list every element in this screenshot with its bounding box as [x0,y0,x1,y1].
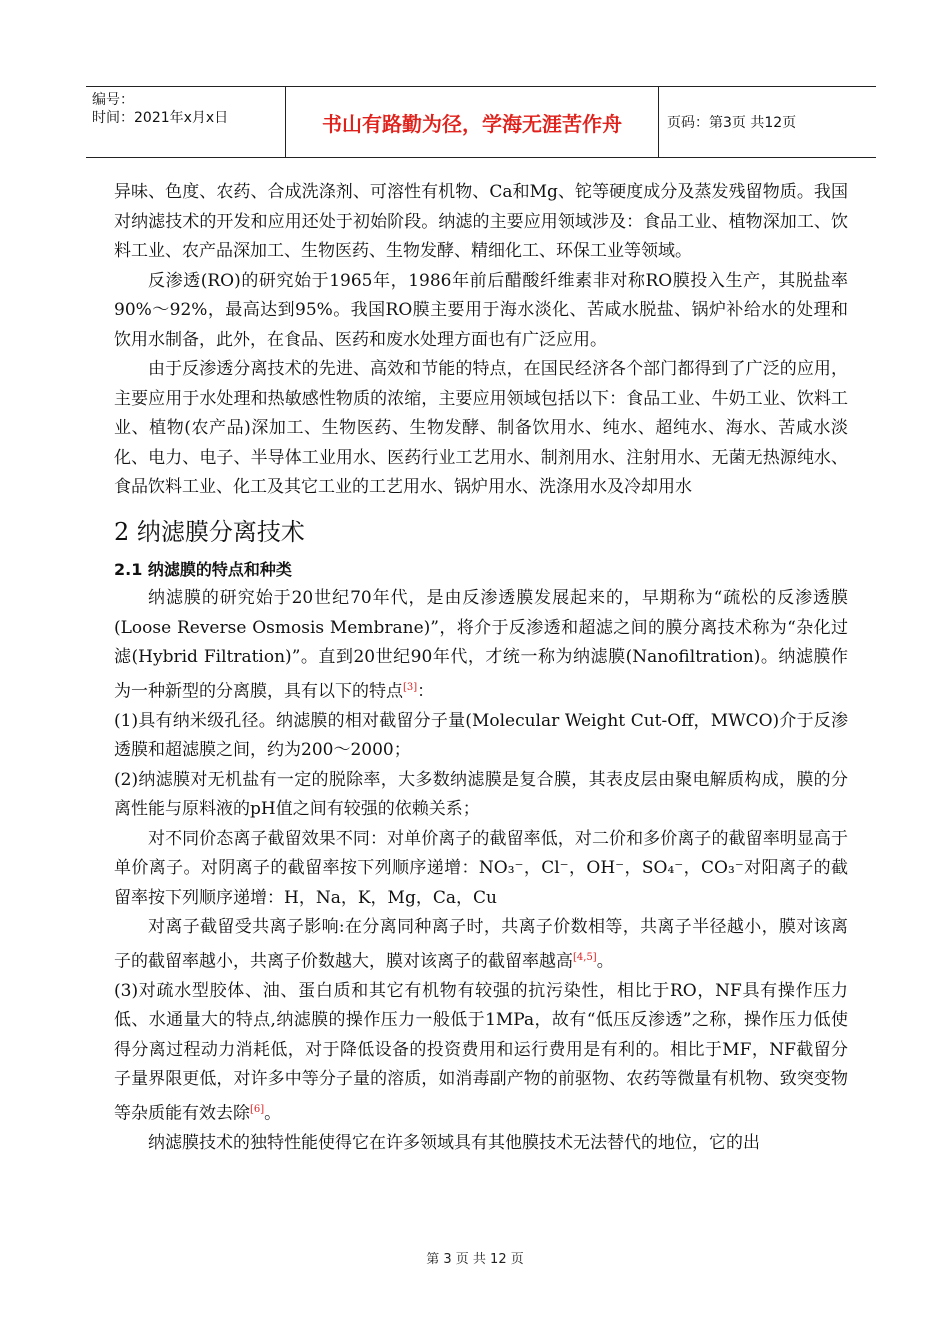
reference-mark[interactable]: [3] [403,681,418,693]
header-meta [86,87,286,157]
paragraph: 纳滤膜技术的独特性能使得它在许多领域具有其他膜技术无法替代的地位，它的出 [148,1132,760,1153]
paragraph-end: 。 [264,1103,282,1124]
paragraph [114,977,848,1129]
paragraph-text: (3)对疏水型胶体、油、蛋白质和其它有机物有较强的抗污染性，相比于RO，NF具有操作压力低、水通量大的特点,纳滤膜的操作压力一般低于1MPa，故有“低压反渗透”之称，操作压力低使得分离过程动力消耗低，对于降低设备的投资费用和运行费用是有利的。相比于MF，NF截留分子量界限更低，对许多中等分子量的溶质，如消毒副产物的前驱物、农药等微量有机物、致突变物等杂质能有效去除 [114,980,848,1124]
page-header [86,86,876,158]
subsection-title: 2.1 纳滤膜的特点和种类 [114,559,292,579]
reference-mark[interactable]: [6] [250,1103,265,1115]
reference-mark[interactable]: [4,5] [573,951,597,963]
paragraph [114,913,848,977]
paragraph: (1)具有纳米级孔径。纳滤膜的相对截留分子量(Molecular Weight Cut-Off，MWCO)介于反渗透膜和超滤膜之间，约为200～2000； [114,710,848,761]
paragraph-text: 纳滤膜的研究始于20世纪70年代，是由反渗透膜发展起来的，早期称为“疏松的反渗透膜(Loose Reverse Osmosis Membrane)”，将介于反渗透和超滤之间的膜分离技术称为“杂化过滤(Hybrid Filtration)”。直到20世纪90年代，才统一称为纳滤膜(Nanofiltration)。纳滤膜作为一种新型的分离膜，具有以下的特点 [114,588,848,702]
paragraph-end: ： [417,681,435,702]
paragraph [114,584,848,707]
number-label: 编号： [92,92,134,108]
paragraph-end: 。 [596,951,614,972]
paragraph-text: 对离子截留受共离子影响:在分离同种离子时，共离子价数相等，共离子半径越小，膜对该离子的截留率越小，共离子价数越大，膜对该离子的截留率越高 [114,917,848,972]
section-title: 2 纳滤膜分离技术 [114,517,305,546]
header-motto: 书山有路勤为径，学海无涯苦作舟 [286,87,659,157]
paragraph: (2)纳滤膜对无机盐有一定的脱除率，大多数纳滤膜是复合膜，其表皮层由聚电解质构成，膜的分离性能与原料液的pH值之间有较强的依赖关系； [114,769,848,820]
document-body [114,178,848,1158]
paragraph: 异味、色度、农药、合成洗涤剂、可溶性有机物、Ca和Mg、铊等硬度成分及蒸发残留物质。我国对纳滤技术的开发和应用还处于初始阶段。纳滤的主要应用领域涉及：食品工业、植物深加工、饮料工业、农产品深加工、生物医药、生物发酵、精细化工、环保工业等领域。 [114,182,848,261]
time-label: 时间：2021年x月x日 [92,110,229,126]
header-page-info: 页码：第3页 共12页 [667,115,797,131]
page-footer: 第 3 页 共 12 页 [426,1252,524,1267]
paragraph: 对不同价态离子截留效果不同：对单价离子的截留率低，对二价和多价离子的截留率明显高于单价离子。对阴离子的截留率按下列顺序递增：NO₃⁻，Cl⁻，OH⁻，SO₄⁻，CO₃⁻对阳离子的截留率按下列顺序递增：H，Na，K，Mg，Ca，Cu [114,828,848,908]
paragraph: 由于反渗透分离技术的先进、高效和节能的特点，在国民经济各个部门都得到了广泛的应用，主要应用于水处理和热敏感性物质的浓缩，主要应用领域包括以下：食品工业、牛奶工业、饮料工业、植物(农产品)深加工、生物医药、生物发酵、制备饮用水、纯水、超纯水、海水、苦咸水淡化、电力、电子、半导体工业用水、医药行业工艺用水、制剂用水、注射用水、无菌无热源纯水、食品饮料工业、化工及其它工业的工艺用水、锅炉用水、洗涤用水及冷却用水 [114,359,848,497]
paragraph: 反渗透(RO)的研究始于1965年，1986年前后醋酸纤维素非对称RO膜投入生产，其脱盐率90%～92%，最高达到95%。我国RO膜主要用于海水淡化、苦咸水脱盐、锅炉补给水的处理和饮用水制备，此外，在食品、医药和废水处理方面也有广泛应用。 [114,270,848,350]
